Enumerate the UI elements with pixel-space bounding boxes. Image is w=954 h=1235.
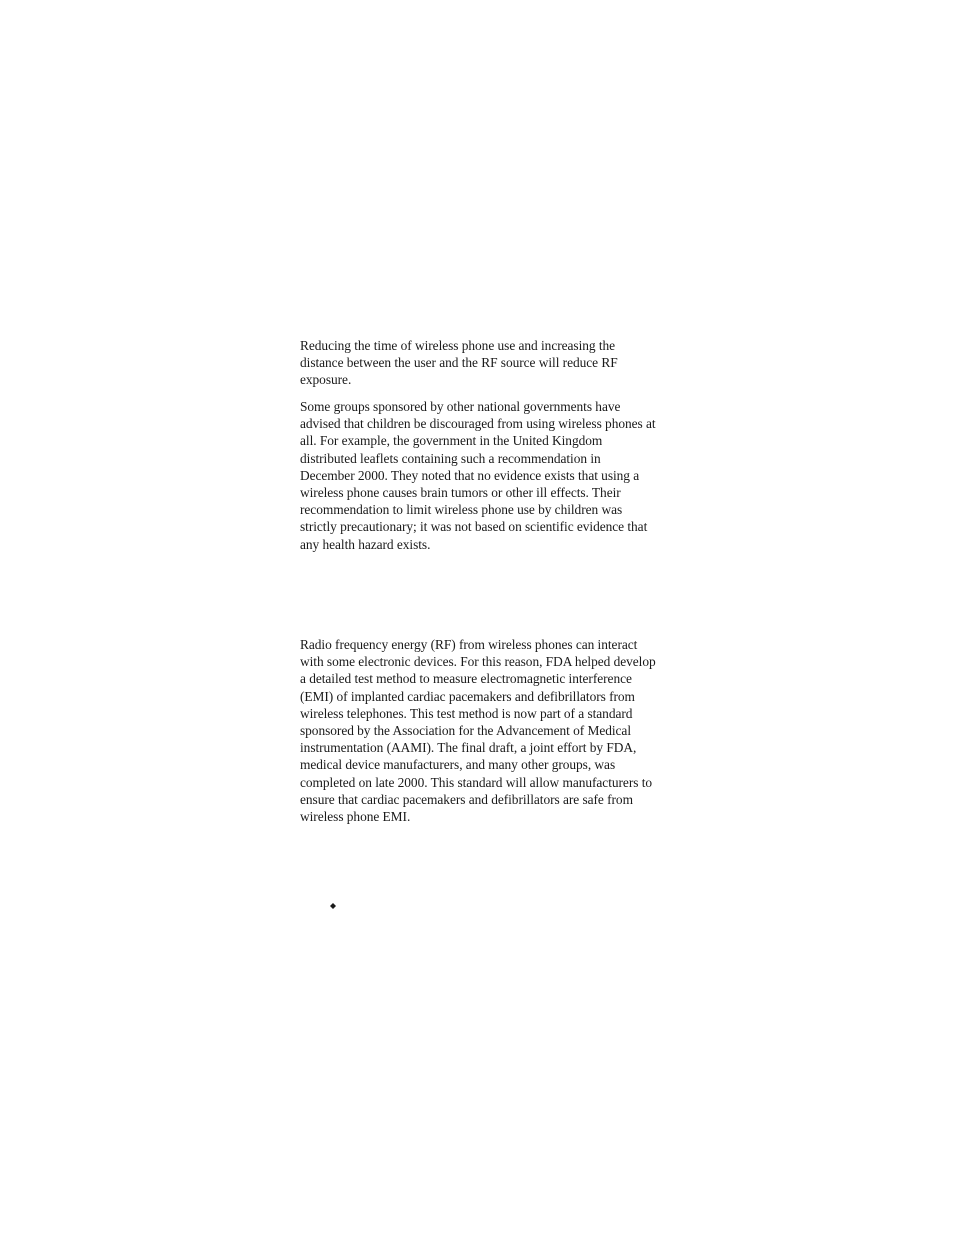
diamond-bullet-icon	[330, 903, 336, 909]
paragraph-emi-medical-devices: Radio frequency energy (RF) from wireless phones can interact with some electronic devices. For this reason, FDA helped develop a detailed test method to measure electromagnetic interference (EMI) of implanted cardiac pacemakers and defibrillators from wireless telephones. This test method is now part of a standard sponsored by the Association for the Advancement of Medical instrumentation (AAMI). The final draft, a joint effort by FDA, medical device manufacturers, and many other groups, was completed on late 2000. This standard will allow manufacturers to ensure that cardiac pacemakers and defibrillators are safe from wireless phone EMI.	[300, 637, 656, 825]
paragraph-rf-exposure-reduction: Reducing the time of wireless phone use and increasing the distance between the user and the RF source will reduce RF exposure.	[300, 338, 618, 388]
paragraph-children-wireless-use: Some groups sponsored by other national governments have advised that children be discouraged from using wireless phones at all. For example, the government in the United Kingdom distributed leaflets containing such a recommendation in December 2000. They noted that no evidence exists that using a wireless phone causes brain tumors or other ill effects. Their recommendation to limit wireless phone use by children was strictly precautionary; it was not based on scientific evidence that any health hazard exists.	[300, 399, 656, 552]
diamond-bullet-shape	[330, 903, 336, 909]
